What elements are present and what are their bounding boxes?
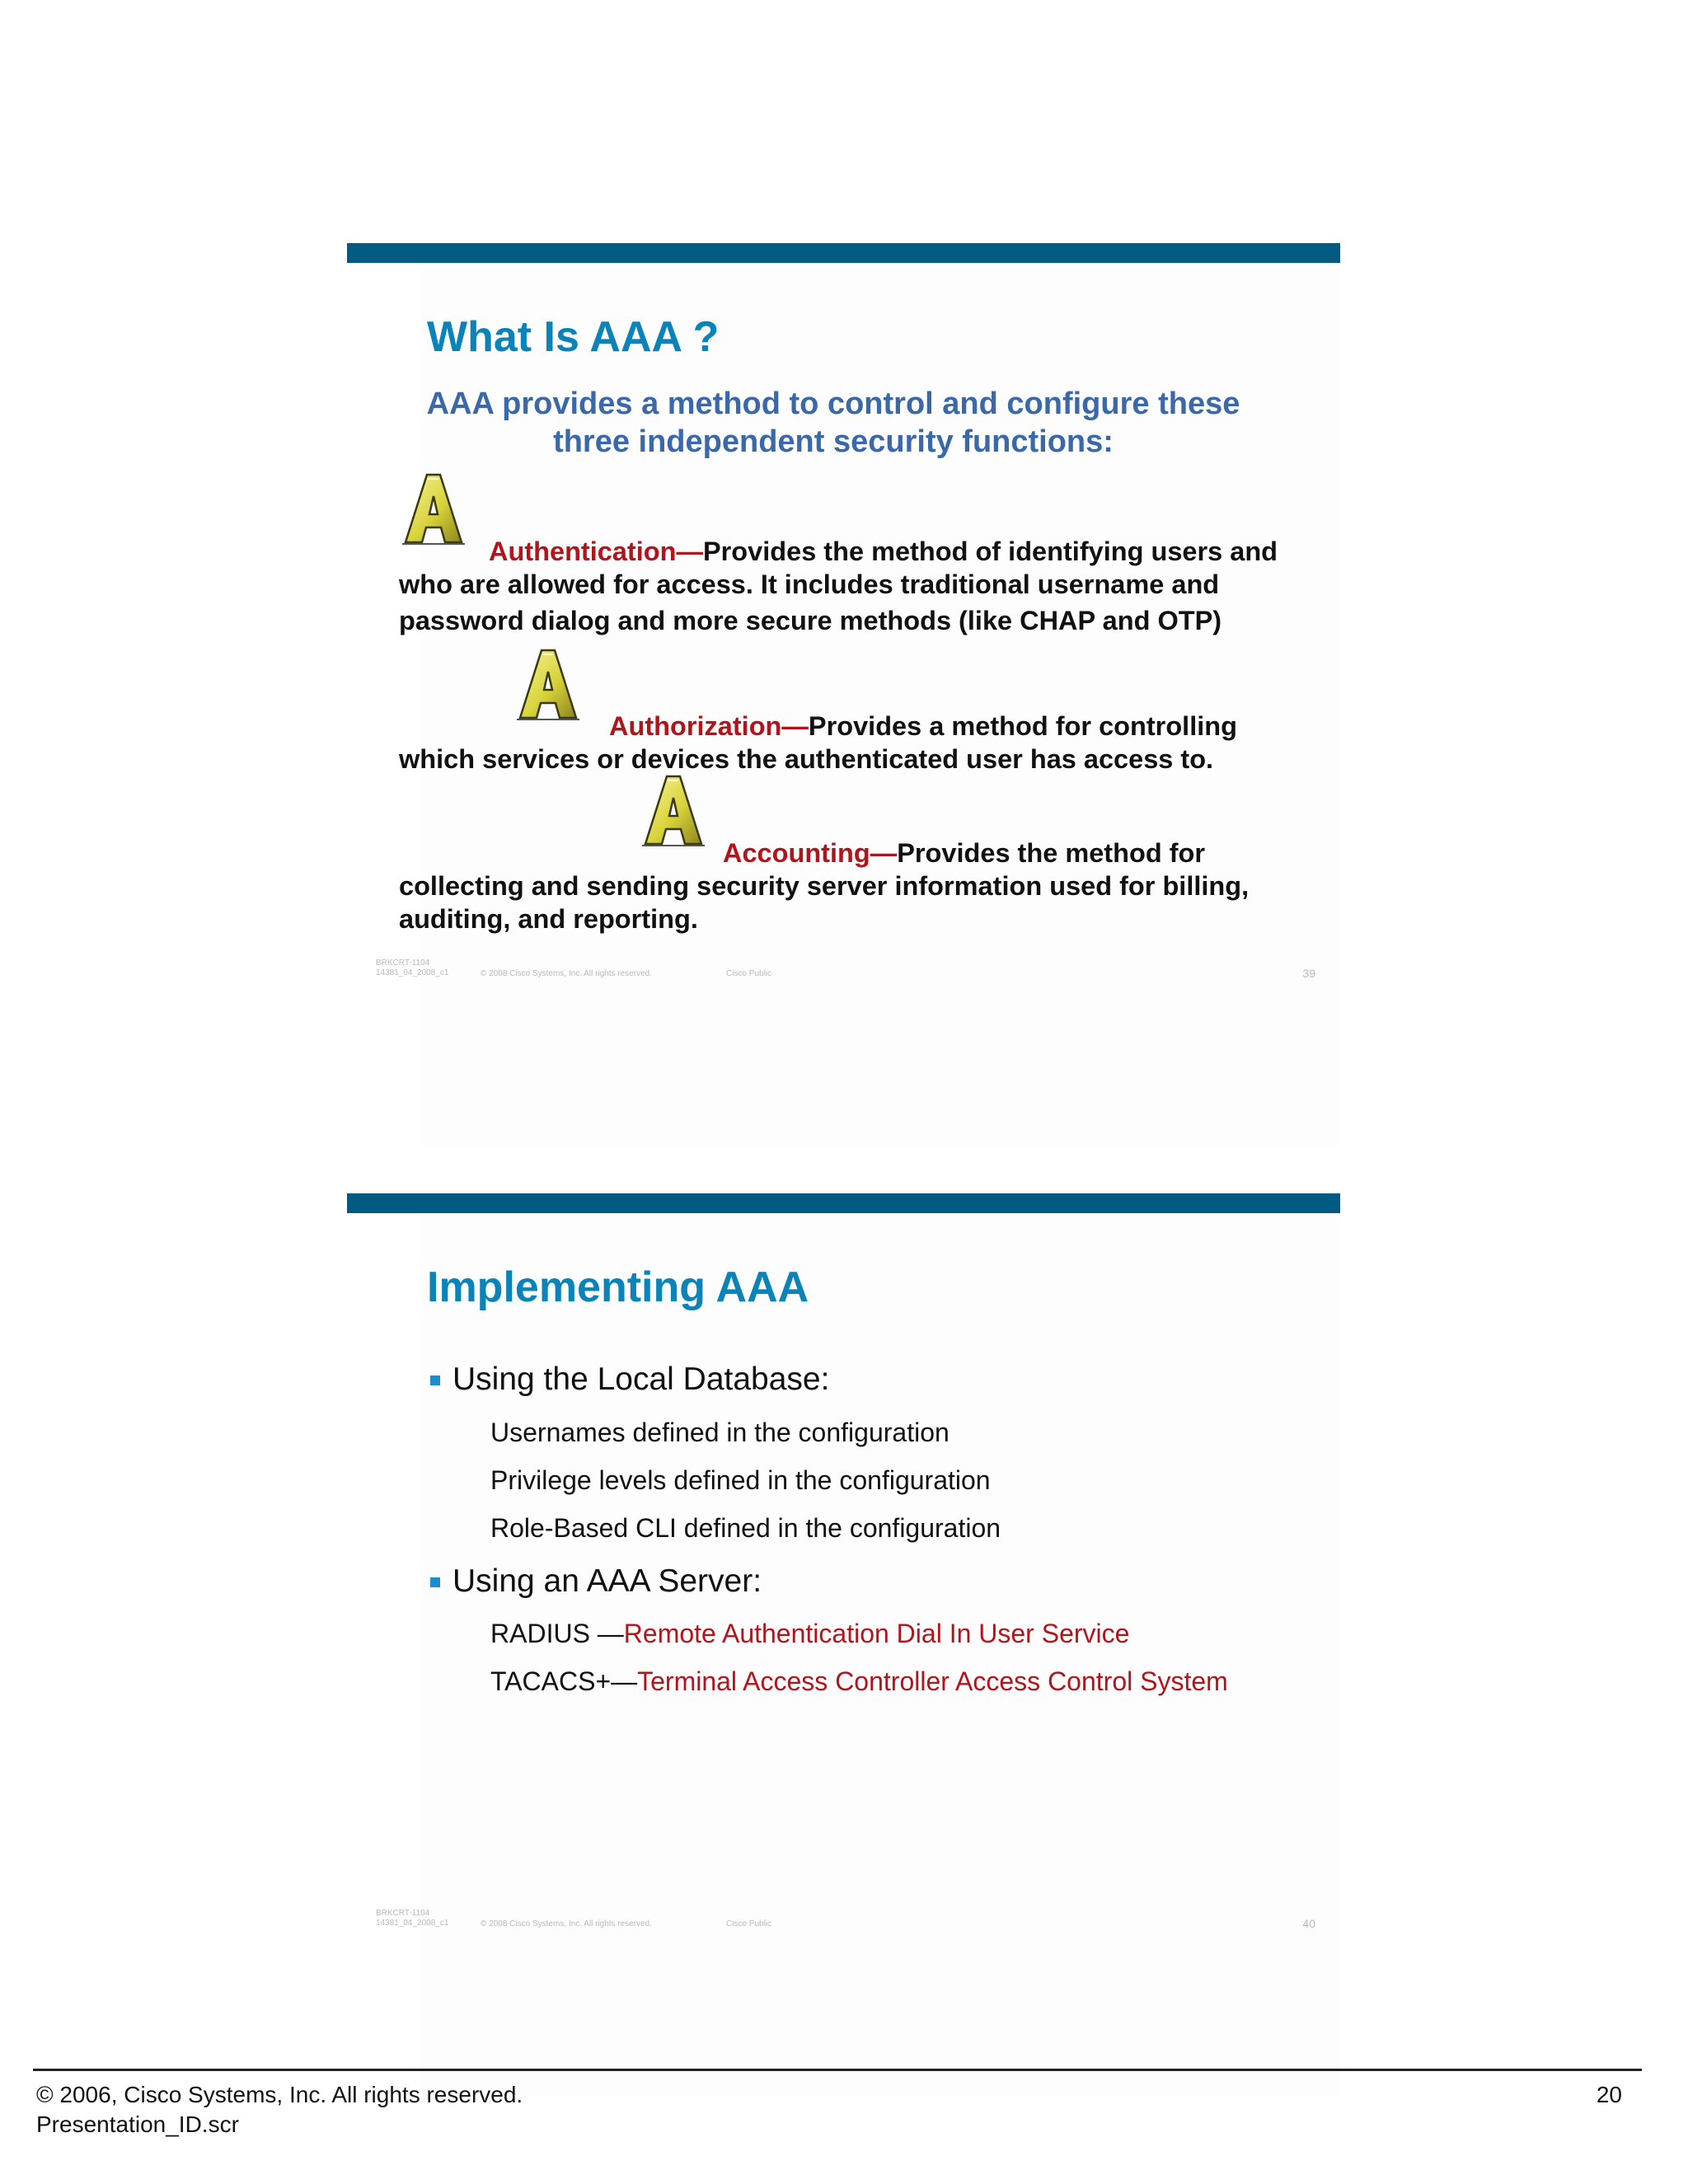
slide-what-is-aaa <box>347 243 1340 1146</box>
accounting-line-1 <box>399 837 1310 869</box>
authorization-item <box>399 710 1310 776</box>
authentication-line-2: who are allowed for access. It includes traditional username and <box>399 569 1220 599</box>
accounting-item <box>399 837 1310 935</box>
subitem-tacacs <box>490 1666 1228 1697</box>
slide-classification: Cisco Public <box>726 1919 772 1929</box>
authentication-item <box>399 535 1310 637</box>
subtitle-line-1: AAA provides a method to control and configure these <box>426 387 1240 421</box>
bullet-marker <box>430 1376 440 1385</box>
bullet-aaa-server: Using an AAA Server: <box>452 1563 762 1599</box>
slide-header-bar <box>347 1193 1340 1213</box>
slide-subtitle <box>396 385 1270 461</box>
subitem-usernames: Usernames defined in the configuration <box>490 1418 950 1447</box>
subitem-privilege-levels: Privilege levels defined in the configuration <box>490 1465 991 1495</box>
authorization-term: Authorization— <box>609 711 809 741</box>
session-code: BRKCRT-1104 <box>376 958 430 968</box>
authentication-line-3: password dialog and more secure methods (like CHAP and OTP) <box>399 606 1222 635</box>
subitem-radius <box>490 1619 1129 1649</box>
slide-number: 39 <box>1302 967 1315 980</box>
slide-implementing-aaa <box>347 1193 1340 2096</box>
session-code: BRKCRT-1104 <box>376 1909 430 1918</box>
page-filename: Presentation_ID.scr <box>36 2111 239 2137</box>
slide-footer-codes <box>376 958 448 978</box>
authorization-line-2: which services or devices the authenticated user has access to. <box>399 744 1214 774</box>
authorization-description: Provides a method for controlling <box>808 711 1237 741</box>
slide-title: Implementing AAA <box>427 1263 809 1311</box>
slide-number: 40 <box>1302 1917 1315 1930</box>
tacacs-name: TACACS+— <box>490 1666 638 1696</box>
slide-copyright: © 2008 Cisco Systems, Inc. All rights reserved. <box>481 969 653 978</box>
page-footer-rule <box>33 2069 1642 2071</box>
authentication-term: Authentication— <box>489 537 703 566</box>
presentation-code: 14381_04_2008_c1 <box>376 1919 449 1928</box>
bullet-marker <box>430 1577 440 1587</box>
radius-name: RADIUS — <box>490 1619 624 1648</box>
accounting-description: Provides the method for <box>897 838 1206 868</box>
subitem-role-based-cli: Role-Based CLI defined in the configuration <box>490 1513 1001 1543</box>
slide-title: What Is AAA ? <box>427 313 720 361</box>
page-number: 20 <box>1596 2082 1622 2107</box>
page-copyright: © 2006, Cisco Systems, Inc. All rights reserved. <box>36 2082 523 2107</box>
accounting-line-3: auditing, and reporting. <box>399 904 698 934</box>
slide-copyright: © 2008 Cisco Systems, Inc. All rights reserved. <box>481 1919 653 1929</box>
authorization-line-1 <box>399 710 1310 743</box>
slide-background <box>421 1213 1340 2096</box>
presentation-code: 14381_04_2008_c1 <box>376 968 449 977</box>
bullet-local-database: Using the Local Database: <box>452 1361 830 1397</box>
slide-footer <box>376 958 1315 991</box>
slide-classification: Cisco Public <box>726 969 772 978</box>
accounting-term: Accounting— <box>723 838 898 868</box>
slide-header-bar <box>347 243 1340 263</box>
accounting-line-2: collecting and sending security server information used for billing, <box>399 871 1250 901</box>
slide-footer-codes <box>376 1909 448 1929</box>
authentication-line-1 <box>399 535 1310 568</box>
tacacs-expansion: Terminal Access Controller Access Control System <box>637 1666 1228 1696</box>
authentication-description: Provides the method of identifying users and <box>702 537 1278 566</box>
page-footer <box>36 2080 523 2139</box>
subtitle-line-2: three independent security functions: <box>553 424 1114 459</box>
slide-footer <box>376 1909 1315 1942</box>
radius-expansion: Remote Authentication Dial In User Service <box>623 1619 1130 1648</box>
